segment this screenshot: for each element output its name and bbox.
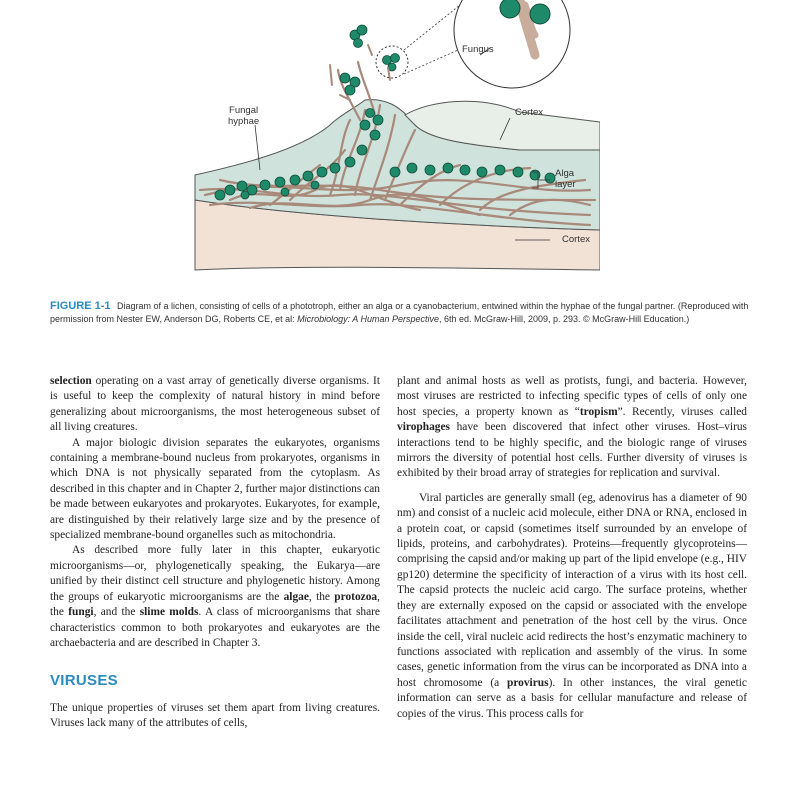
right-p1-text-a: plant and animal hosts as well as protists, fungi, and bacteria. However, most viruses are restricted to infecting specific types of cells of only one host species, a property known as “ [397, 375, 747, 418]
left-column [50, 374, 380, 732]
left-p3-text-e: . A class of microorganisms that share characteristics common to both prokaryotes and eukaryotes are the archaebacteria and are described in Chapter 3. [50, 606, 380, 649]
magnified-fungus [500, 0, 550, 55]
fungus-label: Fungus [462, 44, 494, 55]
right-p1-text-b: ”. Recently, viruses called [617, 405, 747, 418]
alga-layer-label [555, 168, 576, 190]
term-algae: algae [283, 590, 309, 603]
alga-layer-label-line1: Alga [555, 168, 575, 179]
left-p3-text-c: , the [50, 590, 380, 619]
left-p3-text-b: , the [308, 590, 335, 603]
term-slime-molds: slime molds [139, 606, 199, 619]
term-fungi: fungi [68, 606, 94, 619]
right-paragraph-1 [397, 374, 747, 482]
caption-book-title: Microbiology: A Human Perspective [297, 314, 439, 324]
term-protozoa: protozoa [334, 590, 378, 603]
right-p2-text-a: Viral particles are generally small (eg, adenovirus has a diameter of 90 nm) and consist of a nucleic acid molecule, either DNA or RNA, enclosed in a protein coat, or capsid (sometimes itself surrounded by an envelope of lipids, proteins, and carbohydrates). Proteins—frequently glycoproteins—comprising the capsid and/or making up part of the lipid envelope (e.g., HIV gp120) determine the specificity of interaction of a virus with its host cell. The capsid protects the nucleic acid cargo. The surface proteins, whether they are externally exposed on the capsid or associated with the envelope facilitates attachment and penetration of the host cell by the virus. Once inside the cell, viral nucleic acid redirects the host’s enzymatic machinery to functions associated with replication and assembly of the virus. In some cases, genetic information from the virus can be incorporated as DNA into a host chromosome (a [397, 491, 747, 689]
fungal-hyphae-label-line2: hyphae [228, 116, 260, 127]
figure-number: FIGURE 1-1 [50, 300, 111, 312]
fungal-hyphae-label-line1: Fungal [229, 105, 259, 116]
left-p3-text-a: As described more fully later in this chapter, eukaryotic microorganisms—or, phylogenetically speaking, the Eukarya—are unified by their distinct cell structure and phylogenetic history. Among the groups of eukaryotic microorganisms are the [50, 544, 380, 603]
left-paragraph-1 [50, 374, 380, 436]
term-selection: selection [50, 375, 92, 387]
left-p3-text-d: , and the [93, 606, 140, 619]
right-paragraph-2 [397, 491, 747, 722]
left-paragraph-3 [50, 543, 380, 651]
cortex-bottom-label: Cortex [562, 234, 590, 245]
term-tropism: tropism [579, 405, 618, 418]
section-heading-viruses: VIRUSES [50, 672, 118, 690]
left-p1-text: operating on a vast array of genetically diverse organisms. It is useful to keep the complexity of natural history in mind before generalizing about microorganisms, the most heterogeneous subset of all living creatures. [50, 375, 380, 434]
figure-caption [50, 300, 750, 326]
right-p2-text-b: ). In other instances, the viral genetic information can serve as a basis for cellular manufacture and release of copies of the virus. This process calls for [397, 676, 747, 720]
right-p1-text-c: have been discovered that infect other viruses. Host–virus interactions tend to be highly specific, and the biologic range of viruses mirrors the diversity of potential host cells. Further diversity of viruses is exhibited by their broad array of strategies for replication and survival. [397, 421, 747, 480]
magnifier-small [376, 46, 408, 78]
right-column [397, 374, 747, 722]
left-paragraph-4: The unique properties of viruses set them apart from living creatures. Viruses lack many of the attributes of cells, [50, 701, 380, 730]
left-paragraph-2: A major biologic division separates the eukaryotes, organisms containing a membrane-bound nucleus from prokaryotes, organisms in which DNA is not physically separated from the cytoplasm. As described in this chapter and in Chapter 2, further major distinctions can be made between eukaryotes and prokaryotes. Eukaryotes, for example, are distinguished by their relatively large size and by the presence of specialized membrane-bound organelles such as mitochondria. [50, 436, 380, 542]
caption-text-1: Diagram of a lichen, consisting of cells of a phototroph, either an alga or a cyanobacterium, entwined within the hyphae of the fungal partner. (Reproduced with permission from Nester EW, Anderson DG, Roberts CE, et al: [50, 301, 749, 324]
lichen-diagram [190, 0, 600, 275]
term-virophages: virophages [397, 421, 450, 434]
lichen-illustration [190, 0, 600, 275]
term-provirus: provirus [506, 676, 549, 689]
alga-layer-label-line2: layer [555, 179, 576, 190]
caption-text-2: , 6th ed. McGraw-Hill, 2009, p. 293. © McGraw-Hill Education.) [438, 314, 690, 324]
fungal-hyphae-label [228, 105, 259, 127]
cortex-top-label: Cortex [515, 107, 543, 118]
